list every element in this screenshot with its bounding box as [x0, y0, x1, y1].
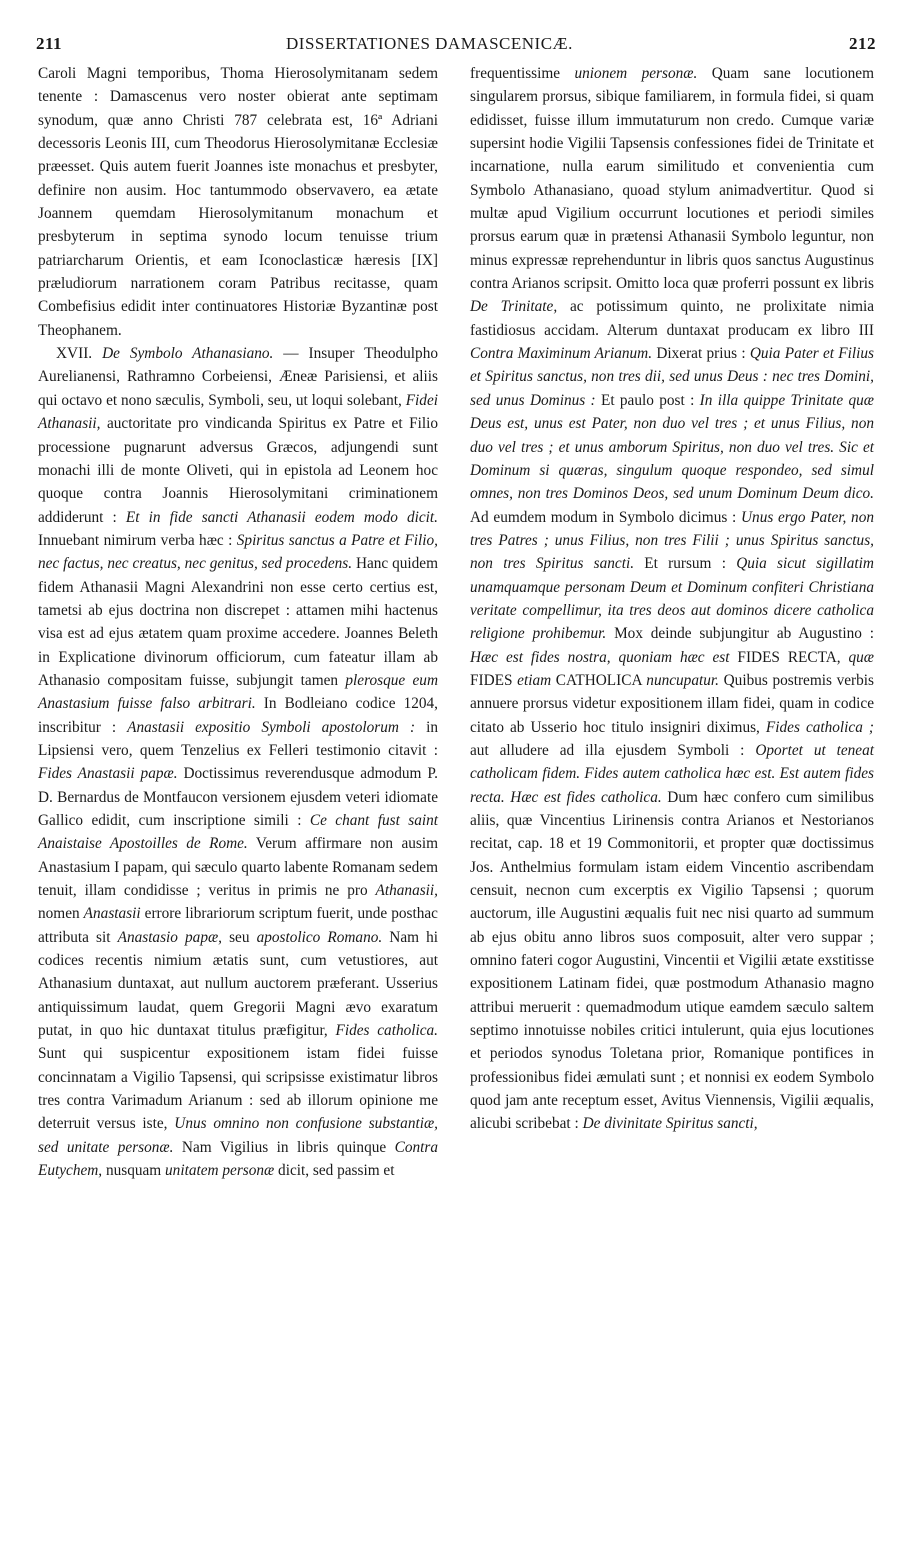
running-header	[36, 34, 876, 58]
text-run: Nam hi codices recentis nimium ætatis sunt, cum vetustiores, aut Athanasium duntaxat, aut nullum auctorem præferant. Usserius antiquissimum laudat, quem Gregorii Magni ævo exaratum putat, in quo hic duntaxat titulus præfigitur,	[38, 928, 439, 1040]
text-run: Innuebant nimirum verba hæc :	[38, 531, 237, 549]
text-run: Hanc quidem fidem Athanasii Magni Alexandrini non esse certo certius est, tametsi ab ejus doctrina non discrepet : attamen mihi hactenus visa est ad ejus ætatem quam proxime accedere. Joannes Beleth in Explicatione divinorum officiorum, cum fateatur illam ab Athanasio compositam fuisse, subjungit tamen	[38, 555, 438, 689]
text-run: Mox deinde subjungitur ab Augustino :	[606, 625, 874, 643]
italic-run: unitatem personæ	[165, 1162, 275, 1180]
italic-run: Fidei Athanasii,	[38, 391, 438, 433]
text-run: Doctissimus reverendusque admodum P. D. Bernardus de Montfaucon versionem ejusdem veteri idiomate Gallico edidit, cum inscriptione simili :	[38, 765, 438, 829]
page-number-left: 211	[36, 34, 63, 53]
text-run: Caroli Magni temporibus, Thoma Hierosolymitanam sedem tenente : Damascenus vero noster obierat ante septimam synodum, quæ anno Christi 787 celebrata est, 16ª Adriani decessoris Leonis III, cum Theodorus Hierosolymitanæ Ecclesiæ præesset. Quis autem fuerit Joannes iste monachus et presbyter, definire non ausim. Hoc tantummodo observavero, ea ætate Joannem quemdam Hierosolymitanum monachum et presbyterum in septima synodo locum tenuisse trium patriarcharum Orientis, et eam Iconoclasticæ hæresis [IX] præludiorum narrationem coram Patribus recitasse, quam Combefisius edidit inter continuatores Historiæ Byzantinæ post Theophanem.	[38, 65, 438, 339]
italic-run: De Symbolo Athanasiano.	[102, 345, 274, 363]
italic-run: Quia sicut sigillatim unamquamque personam Deum et Dominum confiteri Christiana veritate compellimur, ita tres deos aut dominos dicere catholica religione prohibemur.	[470, 555, 874, 643]
text-run: seu	[222, 928, 257, 946]
italic-run: Anastasio papæ,	[117, 928, 222, 946]
text-run: in Lipsiensi vero, quem Tenzelius ex Felleri testimonio citavit :	[38, 718, 438, 759]
italic-run: apostolico Romano.	[256, 928, 383, 946]
italic-run: nuncupatur.	[646, 671, 719, 689]
text-run: Dum hæc confero cum similibus aliis, quæ Vincentius Lirinensis contra Arianos et Nestorianos recitat, cap. 18 et 19 Commonitorii, et propter quæ doctissimus Jos. Anthelmius formulam istam eidem Vincentio ascribendam censuit, necnon cum excerptis ex Vigilio Tapsensi ; quorum auctorum, ille Augustini æqualis fuit nec nisi quarto ad summum ab ejus obitu anno libros suos composuit, alter vero suppar ; omnino fateri cogor Augustini, Vincentii et Vigilii ætate exstitisse expositionem Latinam fidei, quæ postmodum Athanasio magno attribui meruerit : quemadmodum utique eamdem sæculo saltem septimo innotuisse nobiles critici intulerunt, quia ejus locutiones et periodos synodus Toletana prior, Romanique pontifices in professionibus fidei æmulati sunt ; et nonnisi ex eodem Symbolo quod jam ante receptum esset, Avitus Viennensis, Vigilii æqualis, alicubi scribebat :	[470, 788, 875, 1133]
italic-run: De Trinitate,	[470, 298, 558, 316]
text-run: nomen	[38, 905, 84, 923]
italic-run: In illa quippe Trinitate quæ Deus est, unus est Pater, non duo vel tres ; et unus Filius, non duo vel tres ; et unus amborum Spiritus, non duo vel tres. Sic et Dominum si quæras, singulum quoque respondeo, sed simul omnes, non tres Dominos Deos, sed unum Dominum Deum dico.	[470, 391, 874, 503]
italic-run: Unus omnino non confusione substantiæ, sed unitate personæ.	[38, 1115, 438, 1156]
italic-run: Contra Eutychem,	[38, 1138, 438, 1180]
italic-run: Anastasii	[83, 905, 141, 923]
italic-run: Fides Anastasii papæ.	[38, 765, 178, 783]
italic-run: Oportet ut teneat catholicam fidem. Fides autem catholica hæc est. Est autem fides recta. Hæc est fides catholica.	[470, 741, 874, 806]
text-run: Ad eumdem modum in Symbolo dicimus :	[470, 508, 741, 526]
italic-run: etiam	[517, 671, 552, 689]
left-text-column	[38, 62, 438, 1183]
text-run: FIDES	[470, 671, 518, 689]
italic-run: Contra Maximinum Arianum.	[470, 345, 653, 363]
italic-run: Et in fide sancti Athanasii eodem modo dicit.	[125, 508, 438, 526]
text-run: Nam Vigilius in libris quinque	[173, 1138, 395, 1156]
italic-run: Spiritus sanctus a Patre et Filio, nec factus, nec creatus, nec genitus, sed procedens.	[38, 531, 438, 573]
text-run: dicit, sed passim et	[274, 1162, 395, 1180]
text-run: nusquam	[102, 1162, 166, 1180]
text-run: ac potissimum quinto, ne prolixitate nimia fastidiosus accidam. Alterum duntaxat producam ex libro III	[470, 298, 875, 339]
text-run: Verum affirmare non ausim Anastasium I papam, qui sæculo quarto labente Romanam sedem tenuit, illam condidisse ; veritus in primis ne pro	[38, 835, 438, 900]
italic-run: Unus ergo Pater, non tres Patres ; unus Filius, non tres Filii ; unus Spiritus sanctus, non tres Spiritus sancti.	[470, 508, 874, 573]
italic-run: Anastasii expositio Symboli apostolorum :	[127, 718, 416, 736]
text-run: Sunt qui suspicentur expositionem istam fidei fuisse concinnatam a Vigilio Tapsensi, qui scripsisse existimatur libros tres contra Varimadum Arianum : sed ab illorum opinione me deterruit versus iste,	[38, 1045, 438, 1133]
section-xvii-paragraph	[38, 342, 438, 1182]
italic-run: Fides catholica ;	[765, 718, 874, 736]
text-run: Quibus postremis verbis annuere prorsus videtur expositionem illam fidei, quam in codice citato ab Usserio hoc titulo insigniri diximus,	[470, 671, 874, 736]
italic-run: unionem personæ.	[574, 65, 698, 82]
text-run: errore librariorum scriptum fuerit, unde posthac attributa sit	[38, 905, 438, 946]
text-run: FIDES RECTA,	[729, 648, 849, 666]
text-run: auctoritate pro vindicanda Spiritus ex Patre et Filio processione pugnarunt adversus Græcos, adjungendi sunt monachi illi de monte Oliveti, qui in epistola ad Leonem hoc quoque contra Joannis Hierosolymitani criminationem addiderunt :	[38, 415, 438, 526]
italic-run: plerosque eum Anastasium fuisse falso arbitrari.	[38, 671, 438, 713]
text-run: — Insuper Theodulpho Aurelianensi, Rathramno Corbeiensi, Æneæ Parisiensi, et aliis qui octavo et nono sæculis, Symboli, seu, ut loqui solebant,	[38, 345, 439, 409]
text-run: aut alludere ad illa ejusdem Symboli :	[470, 741, 756, 759]
right-text-column	[470, 62, 874, 1136]
italic-run: Ce chant fust saint Anaistaise Apostoilles de Rome.	[38, 812, 438, 853]
page-number-right: 212	[849, 34, 876, 53]
running-title: DISSERTATIONES DAMASCENICÆ.	[286, 34, 573, 53]
paragraph-continuation	[470, 62, 874, 1136]
italic-run: Hæc est fides nostra, quoniam hæc est	[470, 648, 730, 666]
text-run: Dixerat prius :	[652, 345, 750, 363]
italic-run: Quia Pater et Filius et Spiritus sanctus, non tres dii, sed unus Deus : nec tres Domini, sed unus Dominus :	[470, 345, 874, 409]
text-run: Quam sane locutionem singularem prorsus, sibique familiarem, in formula fidei, si quam edidisset, fuisse illum immutaturum non credo. Cumque variæ supersint hodie Vigilii Tapsensis confessiones fidei de Trinitate et incarnatione, nulla earum similitudo et convenientia cum Symbolo Athanasiano, quoad stylum animadvertitur. Quod si multæ apud Vigilium occurrunt locutiones et periodi similes prorsus earum quæ in prætensi Athanasii Symbolo leguntur, non minus expressæ reprehenduntur in libris quos sanctus Augustinus contra Arianos scripsit. Omitto loca quæ proferri possunt ex libris	[470, 65, 874, 293]
text-run: XVII.	[56, 345, 103, 363]
text-run: frequentissime	[470, 65, 575, 82]
italic-run: De divinitate Spiritus sancti,	[582, 1115, 758, 1133]
italic-run: Athanasii,	[375, 882, 438, 900]
text-run: Et paulo post :	[595, 391, 700, 409]
text-run: In Bodleiano codice 1204, inscribitur :	[38, 695, 438, 736]
text-run: CATHOLICA	[551, 671, 647, 689]
paragraph-continuation	[38, 62, 438, 342]
italic-run: quæ	[848, 648, 874, 666]
text-run: Et rursum :	[634, 555, 737, 573]
italic-run: Fides catholica.	[335, 1022, 438, 1040]
